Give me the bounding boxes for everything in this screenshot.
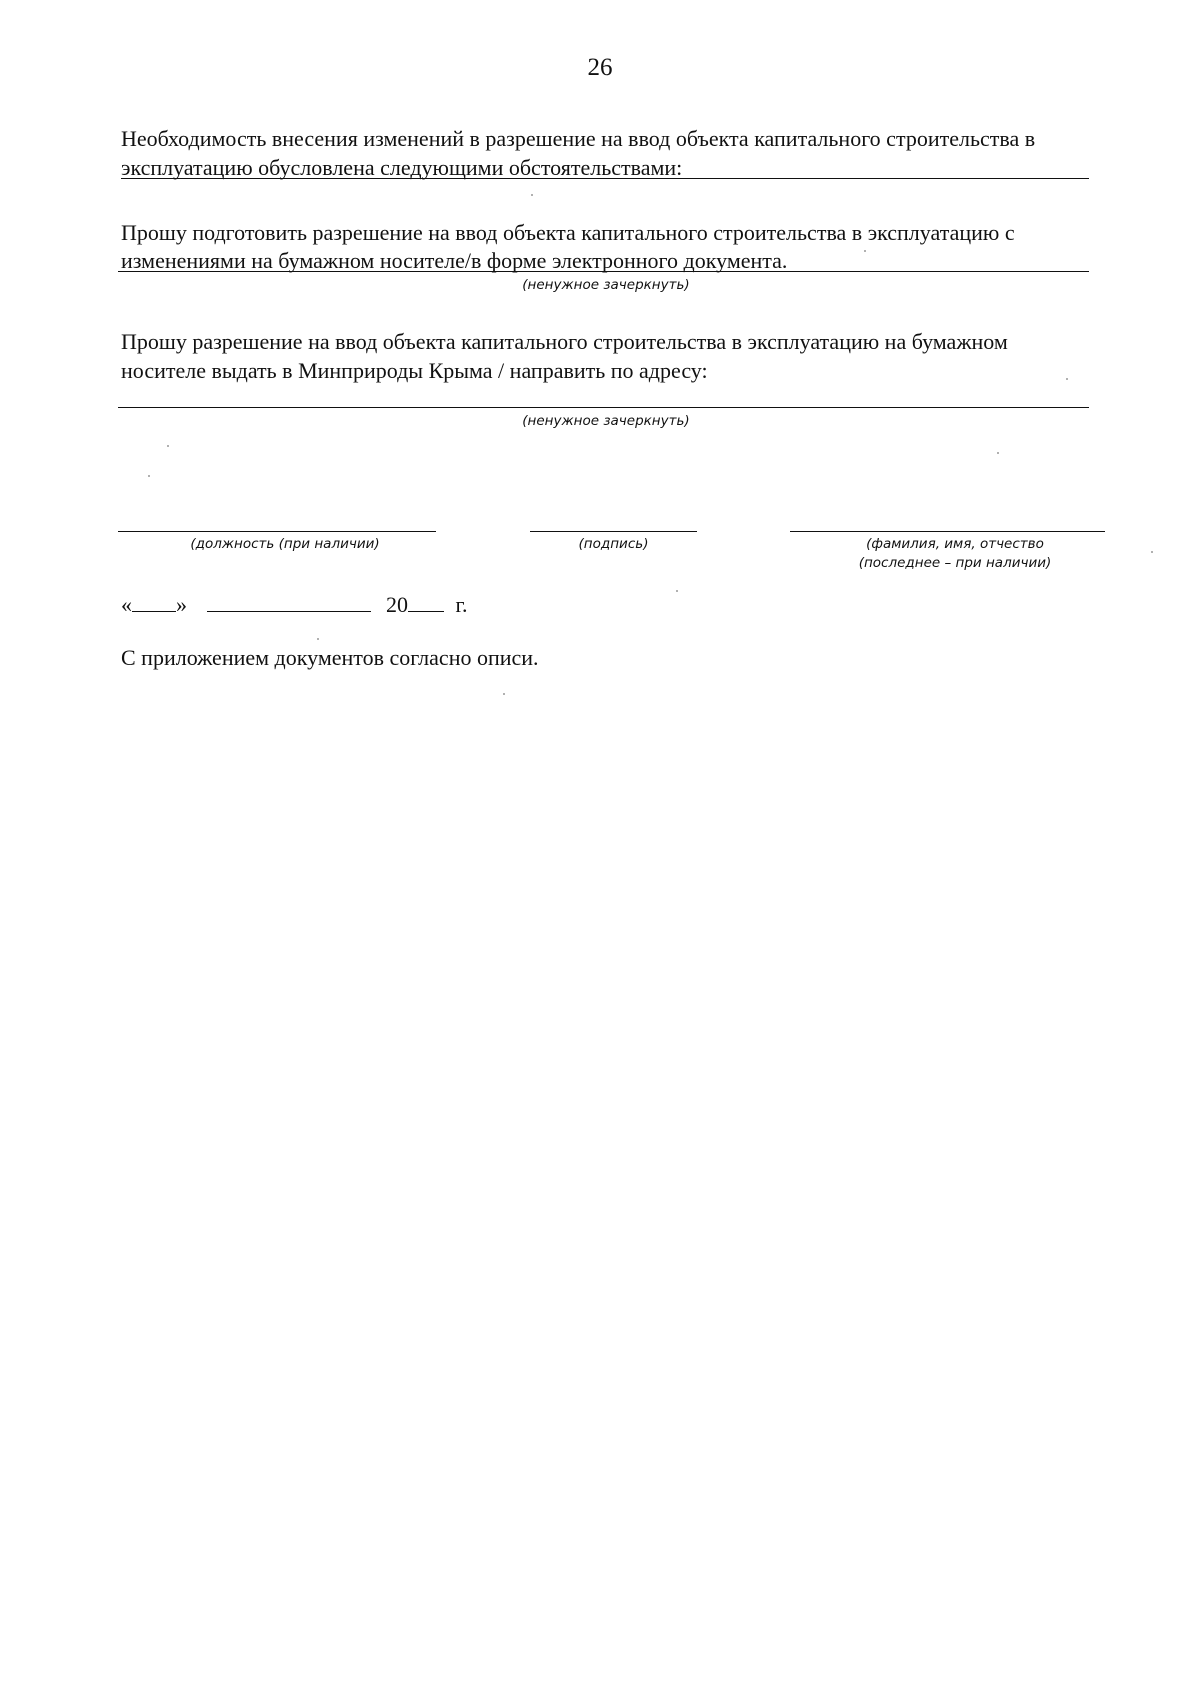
strike-unneeded-hint-2: (ненужное зачеркнуть): [522, 413, 690, 429]
scan-speck: [503, 693, 505, 695]
page-number: 26: [587, 54, 613, 81]
day-fill-blank[interactable]: [132, 593, 176, 612]
full-name-label-line-1: (фамилия, имя, отчество: [866, 536, 1044, 552]
date-close-quote: »: [176, 592, 187, 617]
position-fill-line[interactable]: [118, 531, 436, 532]
prepare-permit-underline: [118, 271, 1089, 272]
signature-label: (подпись): [578, 536, 649, 552]
issue-permit-line-1: Прошу разрешение на ввод объекта капитального строительства в эксплуатацию на бумажном: [121, 329, 1008, 354]
changes-reason-fill-line[interactable]: [121, 178, 1089, 179]
address-fill-line[interactable]: [118, 407, 1089, 408]
scan-speck: [1151, 551, 1153, 553]
position-label: (должность (при наличии): [190, 536, 380, 552]
month-fill-blank[interactable]: [207, 593, 371, 612]
full-name-label-line-2: (последнее – при наличии): [858, 555, 1052, 571]
scan-speck: [167, 445, 169, 447]
prepare-permit-paragraph: [121, 218, 1088, 247]
issue-permit-line-2: носителе выдать в Минприроды Крыма / направить по адресу:: [121, 358, 708, 383]
scan-speck: [997, 452, 999, 454]
scan-speck: [531, 194, 533, 196]
changes-reason-line-2: эксплуатацию обусловлена следующими обстоятельствами:: [121, 155, 683, 180]
issue-permit-paragraph-line2: [121, 356, 1088, 385]
scan-speck: [148, 475, 150, 477]
scan-speck: [1066, 378, 1068, 380]
prepare-permit-line-1: Прошу подготовить разрешение на ввод объекта капитального строительства в эксплуатацию с: [121, 220, 1015, 245]
year-fill-blank[interactable]: [408, 593, 444, 612]
prepare-permit-line-2: изменениями на бумажном носителе/в форме электронного документа.: [121, 248, 788, 273]
changes-reason-paragraph: [121, 124, 1088, 153]
full-name-fill-line[interactable]: [790, 531, 1105, 532]
date-line: [121, 592, 468, 618]
attachment-note: С приложением документов согласно описи.: [121, 645, 539, 670]
changes-reason-line-1: Необходимость внесения изменений в разрешение на ввод объекта капитального строительства в: [121, 126, 1036, 151]
scan-speck: [317, 638, 319, 640]
scan-speck: [676, 590, 678, 592]
strike-unneeded-hint-1: (ненужное зачеркнуть): [522, 277, 690, 293]
year-prefix: 20: [386, 592, 408, 617]
year-suffix: г.: [455, 592, 468, 617]
issue-permit-paragraph: [121, 327, 1088, 356]
date-open-quote: «: [121, 592, 132, 617]
scan-speck: [864, 250, 866, 252]
signature-fill-line[interactable]: [530, 531, 697, 532]
